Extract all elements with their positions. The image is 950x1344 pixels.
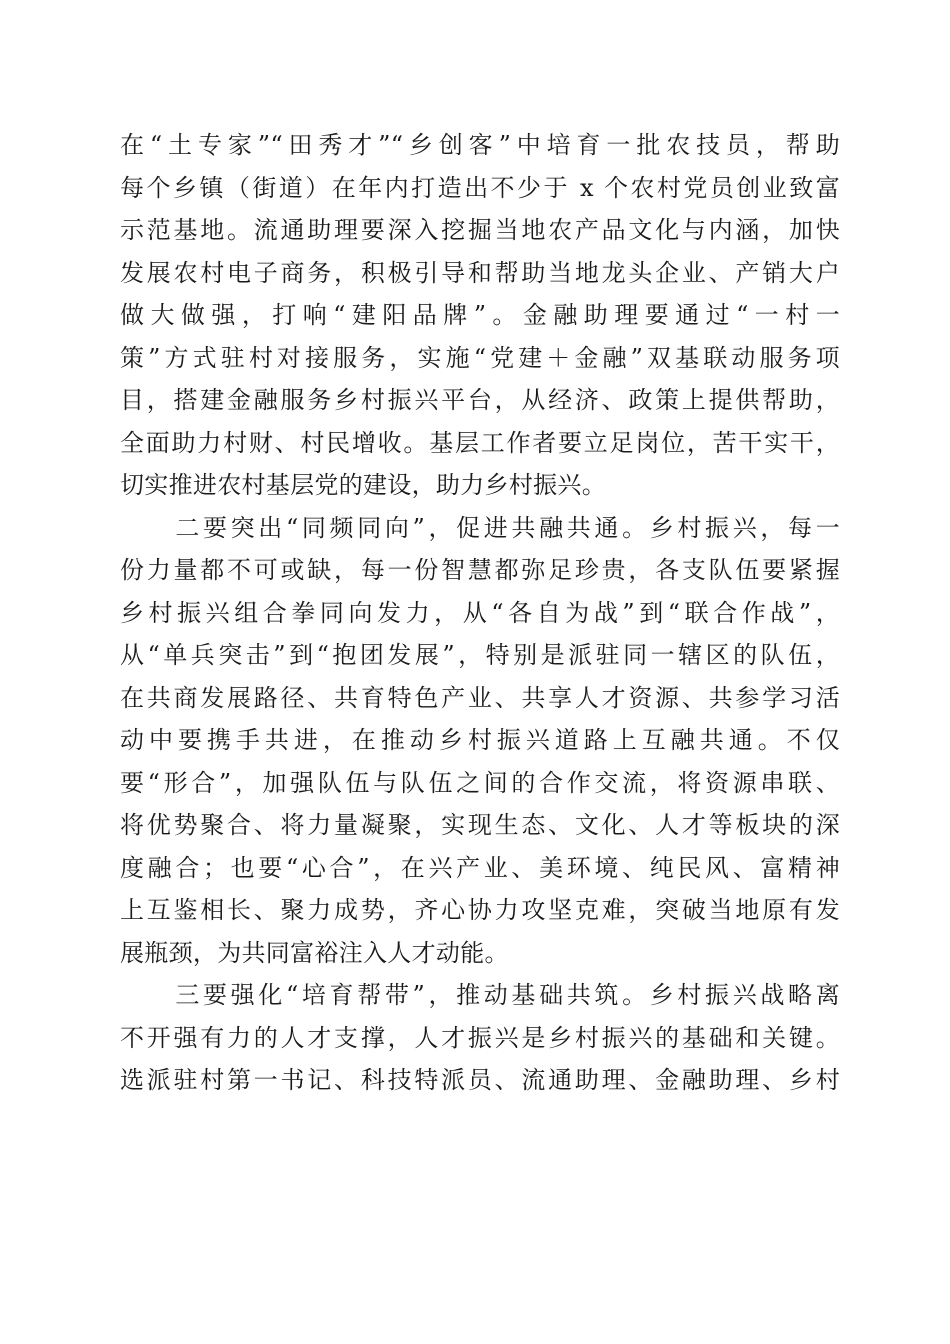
text-line: 从“单兵突击”到“抱团发展”，特别是派驻同一辖区的队伍，: [120, 641, 840, 669]
text-line: 乡村振兴组合拳同向发力，从“各自为战”到“联合作战”，: [120, 598, 840, 627]
text-line: 在“土专家”“田秀才”“乡创客”中培育一批农技员，帮助: [120, 131, 840, 159]
text-line: 动中要携手共进，在推动乡村振兴道路上互融共通。不仅: [120, 726, 840, 754]
text-line: 将优势聚合、将力量凝聚，实现生态、文化、人才等板块的深: [120, 811, 840, 839]
text-line: 每个乡镇（街道）在年内打造出不少于 x 个农村党员创业致富: [120, 173, 840, 202]
text-line: 度融合；也要“心合”，在兴产业、美环境、纯民风、富精神: [120, 853, 840, 882]
text-line: 目，搭建金融服务乡村振兴平台，从经济、政策上提供帮助，: [120, 386, 840, 414]
text-line: 策”方式驻村对接服务，实施“党建＋金融”双基联动服务项: [120, 343, 840, 372]
paragraph-start-line: 二要突出“同频同向”，促进共融共通。乡村振兴，每一: [120, 513, 840, 542]
text-line: 份力量都不可或缺，每一份智慧都弥足珍贵，各支队伍要紧握: [120, 556, 840, 584]
text-line: 选派驻村第一书记、科技特派员、流通助理、金融助理、乡村: [120, 1066, 840, 1094]
text-line-paragraph-end: 切实推进农村基层党的建设，助力乡村振兴。: [120, 471, 606, 499]
text-line: 发展农村电子商务，积极引导和帮助当地龙头企业、产销大户: [120, 258, 840, 287]
text-line: 全面助力村财、村民增收。基层工作者要立足岗位，苦干实干，: [120, 428, 840, 457]
text-line-paragraph-end: 展瓶颈，为共同富裕注入人才动能。: [120, 938, 509, 967]
text-line: 不开强有力的人才支撑，人才振兴是乡村振兴的基础和关键。: [120, 1023, 840, 1052]
text-line: 做大做强，打响“建阳品牌”。金融助理要通过“一村一: [120, 301, 840, 329]
body-text: [120, 124, 840, 1102]
text-line: 示范基地。流通助理要深入挖掘当地农产品文化与内涵，加快: [120, 216, 840, 244]
text-line: 上互鉴相长、聚力成势，齐心协力攻坚克难，突破当地原有发: [120, 896, 840, 924]
text-line: 在共商发展路径、共育特色产业、共享人才资源、共参学习活: [120, 683, 840, 712]
text-line: 要“形合”，加强队伍与队伍之间的合作交流，将资源串联、: [120, 768, 840, 797]
paragraph-start-line: 三要强化“培育帮带”，推动基础共筑。乡村振兴战略离: [120, 981, 840, 1009]
